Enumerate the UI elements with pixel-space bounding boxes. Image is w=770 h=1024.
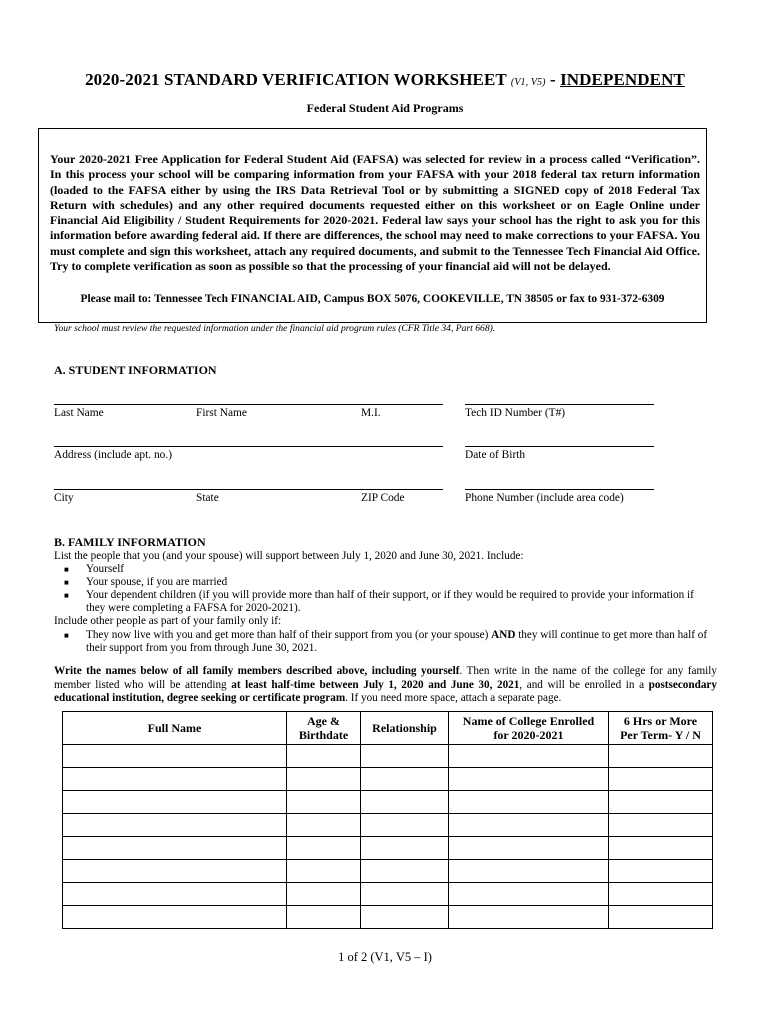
phone-label: Phone Number (include area code) xyxy=(465,492,624,504)
name-line[interactable] xyxy=(54,404,443,405)
cell-college[interactable] xyxy=(449,814,609,837)
cell-college[interactable] xyxy=(449,745,609,768)
table-row xyxy=(63,768,713,791)
cell-hours[interactable] xyxy=(609,906,713,929)
cell-hours[interactable] xyxy=(609,791,713,814)
other-bullet-text-2: they will continue to get more than half of xyxy=(518,629,708,641)
col-hours-text: 6 Hrs or More xyxy=(623,714,698,728)
table-row xyxy=(63,906,713,929)
zip-label: ZIP Code xyxy=(361,492,405,504)
cell-relationship[interactable] xyxy=(361,768,449,791)
cell-college[interactable] xyxy=(449,860,609,883)
cell-name[interactable] xyxy=(63,791,287,814)
title-dash: - xyxy=(549,70,556,89)
col-birthdate-text: Birthdate xyxy=(298,728,349,742)
family-intro: List the people that you (and your spouse) will support between July 1, 2020 and June 30, 2021. Include: xyxy=(54,550,524,562)
dob-label: Date of Birth xyxy=(465,449,526,461)
cell-name[interactable] xyxy=(63,906,287,929)
page-footer: 1 of 2 (V1, V5 – I) xyxy=(338,950,432,964)
bullet-icon: ■ xyxy=(64,591,69,600)
family-table xyxy=(62,711,713,929)
cell-name[interactable] xyxy=(63,768,287,791)
bullet-other-cont: their support from you from through June 30, 2021. xyxy=(86,642,318,654)
cell-college[interactable] xyxy=(449,791,609,814)
cell-name[interactable] xyxy=(63,883,287,906)
table-row xyxy=(63,745,713,768)
cell-name[interactable] xyxy=(63,814,287,837)
cell-name[interactable] xyxy=(63,860,287,883)
bullet-yourself: Yourself xyxy=(86,563,125,575)
cell-hours[interactable] xyxy=(609,860,713,883)
cell-hours[interactable] xyxy=(609,814,713,837)
last-name-label: Last Name xyxy=(54,407,104,419)
cell-age[interactable] xyxy=(287,860,361,883)
cell-relationship[interactable] xyxy=(361,883,449,906)
state-label: State xyxy=(196,492,219,504)
cell-college[interactable] xyxy=(449,883,609,906)
section-b-heading: B. FAMILY INFORMATION xyxy=(54,535,206,549)
write-bold-3: postsecondary educational institution, degree seeking or certificate program xyxy=(54,678,717,705)
table-row xyxy=(63,883,713,906)
cell-college[interactable] xyxy=(449,906,609,929)
tech-id-label: Tech ID Number (T#) xyxy=(465,407,566,419)
section-a-heading: A. STUDENT INFORMATION xyxy=(54,363,217,377)
cell-age[interactable] xyxy=(287,883,361,906)
write-text-2: , and will be enrolled in a xyxy=(519,678,645,691)
cell-name[interactable] xyxy=(63,745,287,768)
mi-label: M.I. xyxy=(361,407,381,419)
other-intro: Include other people as part of your family only if: xyxy=(54,615,282,627)
bullet-other xyxy=(86,629,707,642)
other-bullet-and: AND xyxy=(491,629,516,641)
cell-hours[interactable] xyxy=(609,883,713,906)
subtitle: Federal Student Aid Programs xyxy=(306,101,464,115)
first-name-label: First Name xyxy=(196,407,247,419)
col-age-text: Age & xyxy=(307,714,340,728)
dob-line[interactable] xyxy=(465,446,654,447)
col-full-name-text: Full Name xyxy=(147,721,202,735)
cell-relationship[interactable] xyxy=(361,906,449,929)
cell-hours[interactable] xyxy=(609,768,713,791)
cell-age[interactable] xyxy=(287,768,361,791)
col-full-name xyxy=(63,712,287,745)
cell-age[interactable] xyxy=(287,791,361,814)
notice-paragraph: Your 2020-2021 Free Application for Federal Student Aid (FAFSA) was selected for review in a process called “Verification”. In this process your school will be comparing information from your FAFSA with your 2018 federal tax return information (loaded to the FAFSA either by using the IRS Data Retrieval Tool or by submitting a SIGNED copy of 2018 Federal Tax Return with schedules) and any other required documents requested either on this worksheet or on Eagle Online under Financial Aid Eligibility / Student Requirements for 2020-2021. Federal law says your school has the right to ask you for this information before awarding federal aid. If there are differences, the school may need to make corrections to your FAFSA. You must complete and sign this worksheet, attach any required documents, and submit to the Tennessee Tech Financial Aid Office. Try to complete verification as soon as possible so that the processing of your financial aid will not be delayed. xyxy=(50,152,700,274)
bullet-spouse: Your spouse, if you are married xyxy=(86,576,228,588)
col-hours xyxy=(609,712,713,745)
col-hours-yn-text: Per Term- Y / N xyxy=(620,728,701,742)
bullet-children-cont: they were completing a FAFSA for 2020-2021). xyxy=(86,602,301,614)
cell-name[interactable] xyxy=(63,837,287,860)
title-text: 2020-2021 STANDARD VERIFICATION WORKSHEET xyxy=(85,70,507,89)
cell-age[interactable] xyxy=(287,745,361,768)
cell-relationship[interactable] xyxy=(361,860,449,883)
tech-id-line[interactable] xyxy=(465,404,654,405)
cell-relationship[interactable] xyxy=(361,837,449,860)
city-label: City xyxy=(54,492,74,504)
cell-relationship[interactable] xyxy=(361,791,449,814)
write-text-1: . Then write in the name of the college for any family member listed who will be attending xyxy=(54,665,717,691)
col-relationship xyxy=(361,712,449,745)
cell-college[interactable] xyxy=(449,837,609,860)
cell-relationship[interactable] xyxy=(361,745,449,768)
city-state-zip-line[interactable] xyxy=(54,489,443,490)
write-instructions xyxy=(54,665,717,706)
col-college xyxy=(449,712,609,745)
other-bullet-text: They now live with you and get more than half of their support from you (or your spouse) xyxy=(86,629,489,641)
col-age-birthdate xyxy=(287,712,361,745)
address-line[interactable] xyxy=(54,446,443,447)
page-title xyxy=(0,70,770,90)
phone-line[interactable] xyxy=(465,489,654,490)
col-college-text: Name of College Enrolled xyxy=(462,714,595,728)
table-row xyxy=(63,860,713,883)
write-text-3: . If you need more space, attach a separate page. xyxy=(345,692,562,705)
table-header-row xyxy=(63,712,713,745)
col-college-year-text: for 2020-2021 xyxy=(493,728,564,742)
address-label: Address (include apt. no.) xyxy=(54,449,172,461)
write-bold-1: Write the names below of all family members described above, including yourself xyxy=(54,665,460,677)
table-row xyxy=(63,791,713,814)
bullet-children: Your dependent children (if you will provide more than half of their support, or if they would be required to provide your information if xyxy=(86,589,694,601)
table-row xyxy=(63,814,713,837)
bullet-icon: ■ xyxy=(64,631,69,640)
col-relationship-text: Relationship xyxy=(372,721,437,735)
cell-age[interactable] xyxy=(287,814,361,837)
review-note: Your school must review the requested information under the financial aid program rules (CFR Title 34, Part 668). xyxy=(54,323,496,334)
version-note: (V1, V5) xyxy=(510,77,546,88)
table-row xyxy=(63,837,713,860)
cell-hours[interactable] xyxy=(609,745,713,768)
cell-age[interactable] xyxy=(287,837,361,860)
write-bold-2: at least half-time between July 1, 2020 and June 30, 2021 xyxy=(231,678,520,691)
cell-age[interactable] xyxy=(287,906,361,929)
bullet-icon: ■ xyxy=(64,565,69,574)
cell-college[interactable] xyxy=(449,768,609,791)
cell-hours[interactable] xyxy=(609,837,713,860)
mail-instructions: Please mail to: Tennessee Tech FINANCIAL AID, Campus BOX 5076, COOKEVILLE, TN 38505 or fax to 931-372-6309 xyxy=(80,293,665,305)
cell-relationship[interactable] xyxy=(361,814,449,837)
bullet-icon: ■ xyxy=(64,578,69,587)
independent-label: INDEPENDENT xyxy=(560,70,685,89)
